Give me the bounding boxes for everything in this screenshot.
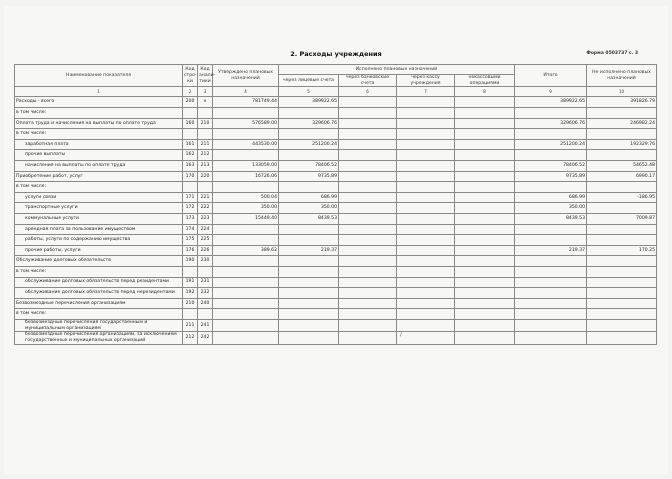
row-unexecuted: -186.95: [587, 192, 657, 203]
row-line-code: 192: [183, 288, 198, 299]
row-exec-personal: [279, 108, 339, 119]
row-exec-personal: 389922.65: [279, 97, 339, 108]
table-row: [15, 182, 657, 193]
row-name: услуги связи: [15, 192, 183, 203]
row-exec-noncash: [455, 277, 515, 288]
col-number: 8: [455, 87, 515, 97]
row-exec-cash: [397, 245, 455, 256]
row-exec-noncash: [455, 108, 515, 119]
row-approved: [213, 288, 279, 299]
row-name: Обслуживание долговых обязательств: [15, 256, 183, 267]
col-number: 4: [213, 87, 279, 97]
row-exec-personal: 686.99: [279, 192, 339, 203]
row-exec-cash: [397, 129, 455, 140]
row-line-code: 212: [183, 332, 198, 344]
table-row: [15, 139, 657, 150]
row-total: 9735.89: [515, 171, 587, 182]
row-approved: [213, 224, 279, 235]
table-row: [15, 256, 657, 267]
row-approved: 16726.06: [213, 171, 279, 182]
col-total-header: Итого: [515, 65, 587, 87]
row-total: [515, 332, 587, 344]
row-line-code: 211: [183, 319, 198, 331]
row-exec-personal: [279, 277, 339, 288]
row-approved: 389.62: [213, 245, 279, 256]
row-line-code: 162: [183, 150, 198, 161]
row-name: в том числе:: [15, 309, 183, 320]
section-title: 2. Расходы учреждения: [290, 50, 382, 58]
row-exec-cash: [397, 309, 455, 320]
row-exec-noncash: [455, 266, 515, 277]
col-number: 6: [339, 87, 397, 97]
row-name: арендная плата за пользование имуществом: [15, 224, 183, 235]
row-approved: [213, 266, 279, 277]
row-approved: 781749.44: [213, 97, 279, 108]
row-analytic-code: [198, 309, 213, 320]
document-page: [4, 6, 668, 474]
row-unexecuted: 192329.76: [587, 139, 657, 150]
row-exec-noncash: [455, 235, 515, 246]
col-number: 9: [515, 87, 587, 97]
table-row: [15, 224, 657, 235]
row-name: обслуживание долговых обязательств перед резидентами: [15, 277, 183, 288]
table-row: [15, 298, 657, 309]
row-exec-personal: [279, 319, 339, 331]
row-approved: [213, 129, 279, 140]
row-total: 8439.53: [515, 214, 587, 225]
col-exec-noncash-header: некассовыми операциями: [455, 75, 515, 87]
row-analytic-code: [198, 266, 213, 277]
row-exec-noncash: [455, 224, 515, 235]
row-exec-cash: [397, 118, 455, 129]
table-row: [15, 203, 657, 214]
table-body: [15, 97, 657, 344]
row-unexecuted: [587, 309, 657, 320]
table-row: [15, 108, 657, 119]
row-name: Приобретение работ, услуг: [15, 171, 183, 182]
row-total: [515, 150, 587, 161]
row-analytic-code: 230: [198, 256, 213, 267]
row-line-code: 161: [183, 139, 198, 150]
row-analytic-code: 232: [198, 288, 213, 299]
row-name: Безвозмездные перечисления организациям: [15, 298, 183, 309]
col-number: 10: [587, 87, 657, 97]
col-approved-header: Утверждено плановых назначений: [213, 65, 279, 87]
row-unexecuted: 7009.87: [587, 214, 657, 225]
row-exec-bank: [339, 235, 397, 246]
row-exec-bank: [339, 139, 397, 150]
row-exec-bank: [339, 182, 397, 193]
row-analytic-code: 210: [198, 118, 213, 129]
row-exec-bank: [339, 245, 397, 256]
row-total: [515, 256, 587, 267]
row-unexecuted: [587, 235, 657, 246]
row-exec-noncash: [455, 118, 515, 129]
row-line-code: 190: [183, 256, 198, 267]
row-line-code: [183, 108, 198, 119]
row-name: в том числе:: [15, 108, 183, 119]
row-line-code: 170: [183, 171, 198, 182]
row-exec-noncash: [455, 129, 515, 140]
row-total: [515, 108, 587, 119]
row-exec-bank: [339, 150, 397, 161]
row-approved: [213, 277, 279, 288]
header-row-1: [15, 65, 657, 75]
row-exec-bank: [339, 277, 397, 288]
table-row: [15, 266, 657, 277]
row-exec-noncash: [455, 161, 515, 172]
row-line-code: 163: [183, 161, 198, 172]
row-analytic-code: 220: [198, 171, 213, 182]
row-name: транспортные услуги: [15, 203, 183, 214]
col-number: 5: [279, 87, 339, 97]
row-exec-bank: [339, 171, 397, 182]
row-unexecuted: [587, 298, 657, 309]
row-unexecuted: [587, 150, 657, 161]
col-number: 2: [183, 87, 198, 97]
row-exec-noncash: [455, 139, 515, 150]
row-exec-cash: [397, 108, 455, 119]
row-analytic-code: 212: [198, 150, 213, 161]
row-unexecuted: 246982.24: [587, 118, 657, 129]
row-approved: 443530.00: [213, 139, 279, 150]
row-exec-bank: [339, 319, 397, 331]
row-analytic-code: 231: [198, 277, 213, 288]
row-approved: 15449.40: [213, 214, 279, 225]
row-total: [515, 298, 587, 309]
row-name: прочие работы, услуги: [15, 245, 183, 256]
row-exec-bank: [339, 309, 397, 320]
row-exec-cash: [397, 298, 455, 309]
row-analytic-code: 221: [198, 192, 213, 203]
table-row: [15, 235, 657, 246]
row-exec-bank: [339, 192, 397, 203]
row-analytic-code: x: [198, 97, 213, 108]
row-exec-cash: [397, 332, 455, 344]
table-row: [15, 319, 657, 331]
row-unexecuted: 391826.79: [587, 97, 657, 108]
col-number: 7: [397, 87, 455, 97]
row-exec-personal: 251200.24: [279, 139, 339, 150]
row-exec-noncash: [455, 150, 515, 161]
row-analytic-code: 211: [198, 139, 213, 150]
row-total: [515, 235, 587, 246]
row-line-code: [183, 309, 198, 320]
row-line-code: 191: [183, 277, 198, 288]
row-line-code: [183, 182, 198, 193]
row-line-code: [183, 129, 198, 140]
row-exec-bank: [339, 224, 397, 235]
row-approved: [213, 309, 279, 320]
row-exec-personal: [279, 298, 339, 309]
row-exec-cash: [397, 319, 455, 331]
row-exec-personal: [279, 288, 339, 299]
row-analytic-code: 213: [198, 161, 213, 172]
row-name: в том числе:: [15, 182, 183, 193]
row-exec-bank: [339, 332, 397, 344]
row-exec-bank: [339, 288, 397, 299]
row-analytic-code: 240: [198, 298, 213, 309]
row-unexecuted: [587, 288, 657, 299]
col-number: 1: [15, 87, 183, 97]
table-row: [15, 118, 657, 129]
row-total: 329606.76: [515, 118, 587, 129]
col-number: 3: [198, 87, 213, 97]
row-unexecuted: [587, 108, 657, 119]
row-unexecuted: [587, 277, 657, 288]
row-exec-noncash: [455, 97, 515, 108]
row-unexecuted: [587, 256, 657, 267]
row-name: обслуживание долговых обязательств перед нерезидентами: [15, 288, 183, 299]
row-name: Расходы - всего: [15, 97, 183, 108]
row-total: 78406.52: [515, 161, 587, 172]
row-exec-bank: [339, 256, 397, 267]
row-total: [515, 266, 587, 277]
table-row: [15, 192, 657, 203]
row-exec-cash: [397, 214, 455, 225]
row-exec-personal: 219.37: [279, 245, 339, 256]
row-name: прочие выплаты: [15, 150, 183, 161]
table-row: [15, 171, 657, 182]
row-exec-personal: 8439.53: [279, 214, 339, 225]
row-total: [515, 182, 587, 193]
row-name: в том числе:: [15, 266, 183, 277]
row-line-code: 171: [183, 192, 198, 203]
row-name: заработная плата: [15, 139, 183, 150]
row-exec-cash: [397, 288, 455, 299]
row-unexecuted: 170.25: [587, 245, 657, 256]
row-analytic-code: 222: [198, 203, 213, 214]
row-exec-bank: [339, 129, 397, 140]
row-analytic-code: 225: [198, 235, 213, 246]
row-name: начисления на выплаты по оплате труда: [15, 161, 183, 172]
row-exec-personal: [279, 129, 339, 140]
row-exec-cash: [397, 256, 455, 267]
row-exec-noncash: [455, 245, 515, 256]
row-line-code: 172: [183, 203, 198, 214]
row-exec-personal: [279, 256, 339, 267]
row-line-code: 176: [183, 245, 198, 256]
row-exec-noncash: [455, 214, 515, 225]
row-exec-cash: [397, 192, 455, 203]
row-exec-personal: [279, 235, 339, 246]
table-row: [15, 309, 657, 320]
row-total: 219.37: [515, 245, 587, 256]
row-total: [515, 224, 587, 235]
row-approved: 133059.00: [213, 161, 279, 172]
row-unexecuted: [587, 203, 657, 214]
row-analytic-code: 241: [198, 319, 213, 331]
table-row: [15, 150, 657, 161]
row-approved: [213, 332, 279, 344]
row-exec-bank: [339, 108, 397, 119]
col-unexecuted-header: Не исполнено плановых назначений: [587, 65, 657, 87]
row-exec-bank: [339, 214, 397, 225]
expenses-table: [14, 64, 657, 345]
row-exec-bank: [339, 97, 397, 108]
row-analytic-code: [198, 182, 213, 193]
row-approved: 500.04: [213, 192, 279, 203]
row-unexecuted: [587, 182, 657, 193]
row-exec-noncash: [455, 309, 515, 320]
row-exec-noncash: [455, 298, 515, 309]
row-exec-noncash: [455, 256, 515, 267]
row-total: [515, 319, 587, 331]
row-name: в том числе:: [15, 129, 183, 140]
row-approved: [213, 298, 279, 309]
row-exec-cash: [397, 203, 455, 214]
row-unexecuted: [587, 224, 657, 235]
table-row: [15, 161, 657, 172]
table-row: [15, 277, 657, 288]
row-exec-bank: [339, 161, 397, 172]
row-line-code: 200: [183, 97, 198, 108]
row-exec-noncash: [455, 171, 515, 182]
row-total: [515, 288, 587, 299]
row-exec-personal: 78406.52: [279, 161, 339, 172]
row-name: безвозмездные перечисления организациям, за исключением государственных и муниципальных организаций: [15, 332, 183, 344]
col-exec-personal-header: через лицевые счета: [279, 75, 339, 87]
margin-mark: /: [400, 332, 402, 338]
col-name-header: Наименование показателя: [15, 65, 183, 87]
row-name: работы, услуги по содержанию имущества: [15, 235, 183, 246]
row-total: 686.99: [515, 192, 587, 203]
row-exec-cash: [397, 182, 455, 193]
row-total: [515, 129, 587, 140]
row-total: 251200.24: [515, 139, 587, 150]
table-row: [15, 332, 657, 344]
col-exec-cash-header: через кассу учреждения: [397, 75, 455, 87]
row-exec-personal: 329606.76: [279, 118, 339, 129]
row-total: [515, 309, 587, 320]
row-exec-personal: [279, 266, 339, 277]
col-executed-group-header: Исполнено плановых назначений: [279, 65, 515, 75]
row-unexecuted: 6990.17: [587, 171, 657, 182]
row-exec-cash: [397, 139, 455, 150]
row-total: 350.00: [515, 203, 587, 214]
row-unexecuted: 54652.48: [587, 161, 657, 172]
row-exec-personal: [279, 332, 339, 344]
table-row: [15, 129, 657, 140]
row-exec-personal: [279, 224, 339, 235]
row-exec-personal: 350.00: [279, 203, 339, 214]
row-name: безвозмездные перечисления государственным и муниципальным организациям: [15, 319, 183, 331]
row-exec-cash: [397, 277, 455, 288]
table-row: [15, 214, 657, 225]
row-exec-personal: [279, 182, 339, 193]
row-exec-cash: [397, 150, 455, 161]
row-exec-personal: 9735.89: [279, 171, 339, 182]
row-analytic-code: 242: [198, 332, 213, 344]
row-approved: [213, 108, 279, 119]
row-line-code: 160: [183, 118, 198, 129]
table-row: [15, 288, 657, 299]
row-analytic-code: 223: [198, 214, 213, 225]
row-exec-cash: [397, 235, 455, 246]
row-approved: [213, 182, 279, 193]
row-total: 389922.65: [515, 97, 587, 108]
row-approved: [213, 235, 279, 246]
row-line-code: 174: [183, 224, 198, 235]
form-code: Форма 0503737 с. 3: [586, 51, 638, 56]
row-approved: 350.00: [213, 203, 279, 214]
row-unexecuted: [587, 266, 657, 277]
row-exec-personal: [279, 150, 339, 161]
row-line-code: [183, 266, 198, 277]
row-exec-cash: [397, 224, 455, 235]
row-line-code: 175: [183, 235, 198, 246]
row-exec-noncash: [455, 319, 515, 331]
table-row: [15, 97, 657, 108]
row-line-code: 210: [183, 298, 198, 309]
row-exec-cash: [397, 171, 455, 182]
row-unexecuted: [587, 129, 657, 140]
row-exec-cash: [397, 266, 455, 277]
row-exec-cash: [397, 97, 455, 108]
row-name: коммунальные услуги: [15, 214, 183, 225]
row-exec-noncash: [455, 288, 515, 299]
row-approved: [213, 319, 279, 331]
row-exec-personal: [279, 309, 339, 320]
row-exec-bank: [339, 266, 397, 277]
row-line-code: 173: [183, 214, 198, 225]
table-row: [15, 245, 657, 256]
row-analytic-code: 226: [198, 245, 213, 256]
col-exec-bank-header: через банковские счета: [339, 75, 397, 87]
row-approved: [213, 256, 279, 267]
row-exec-bank: [339, 118, 397, 129]
row-total: [515, 277, 587, 288]
row-exec-cash: [397, 161, 455, 172]
row-exec-bank: [339, 298, 397, 309]
row-exec-noncash: [455, 332, 515, 344]
row-analytic-code: [198, 129, 213, 140]
row-exec-noncash: [455, 203, 515, 214]
row-approved: [213, 150, 279, 161]
row-analytic-code: 224: [198, 224, 213, 235]
row-exec-bank: [339, 203, 397, 214]
row-name: Оплата труда и начисления на выплаты по оплате труда: [15, 118, 183, 129]
row-unexecuted: [587, 332, 657, 344]
row-approved: 576589.00: [213, 118, 279, 129]
col-line-code-header: Код стро-ки: [183, 65, 198, 87]
row-exec-noncash: [455, 182, 515, 193]
row-unexecuted: [587, 319, 657, 331]
row-analytic-code: [198, 108, 213, 119]
column-number-row: [15, 87, 657, 97]
row-exec-noncash: [455, 192, 515, 203]
col-analytic-code-header: Код анали-тики: [198, 65, 213, 87]
